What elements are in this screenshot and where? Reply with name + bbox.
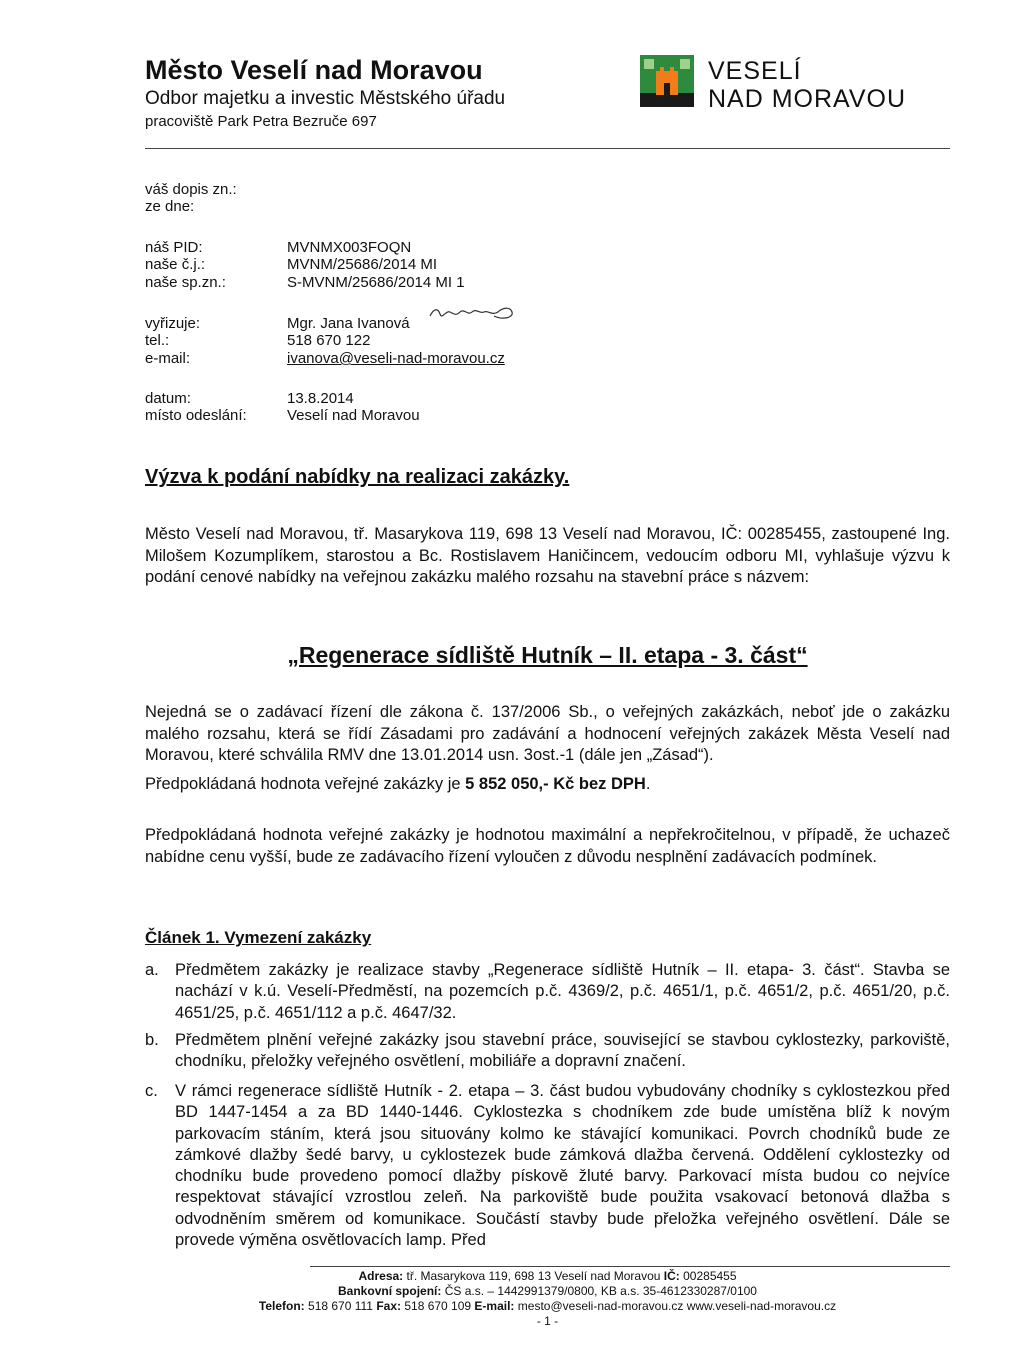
contract-title: „Regenerace sídliště Hutník – II. etapa - 3. část“ xyxy=(287,642,808,668)
footer-web-link[interactable]: www.veseli-nad-moravou.cz xyxy=(686,1299,837,1313)
list-item-text: Předmětem plnění veřejné zakázky jsou stavební práce, související se stavbou cyklostezky, parkoviště, chodníku, přeložky veřejného osvětlení, mobiliáře a dopravní značení. xyxy=(175,1031,950,1071)
footer-bank: ČS a.s. – 1442991379/0800, KB a.s. 35-4612330287/0100 xyxy=(444,1284,757,1298)
list-item-letter: b. xyxy=(145,1031,159,1049)
our-ref-label: naše č.j.: xyxy=(145,256,206,273)
date-label: datum: xyxy=(145,390,191,407)
handler-value: Mgr. Jana Ivanová xyxy=(287,315,410,332)
footer-divider xyxy=(310,1266,950,1267)
footer-email-label: E-mail: xyxy=(474,1299,515,1313)
footer-address-label: Adresa: xyxy=(358,1269,404,1283)
estimated-value-suffix: . xyxy=(645,775,651,793)
logo-line-1: VESELÍ xyxy=(708,57,802,85)
our-pid-label: náš PID: xyxy=(145,239,203,256)
email-label: e-mail: xyxy=(145,350,191,367)
logo-line-2: NAD MORAVOU xyxy=(708,85,907,113)
place-label: místo odeslání: xyxy=(145,407,247,424)
footer-email-link[interactable]: mesto@veseli-nad-moravou.cz xyxy=(517,1299,684,1313)
date-from-label: ze dne: xyxy=(145,198,195,215)
our-file-label: naše sp.zn.: xyxy=(145,274,226,291)
footer-ic-label: IČ: xyxy=(663,1269,680,1283)
our-ref-value: MVNM/25686/2014 MI xyxy=(287,256,438,273)
handwritten-signature xyxy=(428,302,516,324)
article-1-heading: Článek 1. Vymezení zakázky xyxy=(145,928,372,947)
handler-label: vyřizuje: xyxy=(145,315,201,332)
our-pid-value: MVNMX003FOQN xyxy=(287,239,412,256)
organization-name: Město Veselí nad Moravou xyxy=(145,55,483,85)
footer-phone-label: Telefon: xyxy=(258,1299,305,1313)
tel-label: tel.: xyxy=(145,332,170,349)
footer-bank-line xyxy=(145,1284,950,1299)
place-value: Veselí nad Moravou xyxy=(287,407,420,424)
list-item-text: Předmětem zakázky je realizace stavby „Regenerace sídliště Hutník – II. etapa- 3. část“. Stavba se nachází v k.ú. Veselí-Předměstí, na pozemcích p.č. 4369/2, p.č. 4651/1, p.č. 4651/2, p.č. 4651/20, p.č. 4651/25, p.č. 4651/112 a p.č. 4647/32. xyxy=(175,961,950,1022)
email-link[interactable]: ivanova@veseli-nad-moravou.cz xyxy=(287,350,505,367)
estimated-value-amount: 5 852 050,- Kč bez DPH xyxy=(465,775,646,793)
procurement-paragraph: Nejedná se o zadávací řízení dle zákona č. 137/2006 Sb., o veřejných zakázkách, neboť jde o zakázku malého rozsahu, která se řídí Zásadami pro zadávání a hodnocení veřejných zakázek Města Veselí nad Moravou, které schválila RMV dne 13.01.2014 usn. 3ost.-1 (dále jen „Zásad“). xyxy=(145,703,950,764)
estimated-value-line xyxy=(145,774,950,796)
document-heading: Výzva k podání nabídky na realizaci zakázky. xyxy=(145,466,570,488)
footer-fax-label: Fax: xyxy=(376,1299,401,1313)
max-value-paragraph: Předpokládaná hodnota veřejné zakázky je hodnotou maximální a nepřekročitelnou, v případě, že uchazeč nabídne cenu vyšší, bude ze zadávacího řízení vyloučen z důvodu nesplnění zadávacích podmínek. xyxy=(145,826,950,866)
footer-address-line xyxy=(145,1269,950,1284)
date-value: 13.8.2014 xyxy=(287,390,354,407)
office-address: pracoviště Park Petra Bezruče 697 xyxy=(145,113,377,130)
estimated-value-prefix: Předpokládaná hodnota veřejné zakázky je xyxy=(145,775,466,793)
footer-bank-label: Bankovní spojení: xyxy=(338,1284,442,1298)
list-item-letter: a. xyxy=(145,961,159,979)
footer-contact-line xyxy=(145,1299,950,1314)
department-name: Odbor majetku a investic Městského úřadu xyxy=(145,88,506,109)
city-logo xyxy=(640,55,694,107)
footer-address: tř. Masarykova 119, 698 13 Veselí nad Moravou xyxy=(406,1269,661,1283)
intro-paragraph: Město Veselí nad Moravou, tř. Masarykova 119, 698 13 Veselí nad Moravou, IČ: 00285455, zastoupené Ing. Milošem Kozumplíkem, starostou a Bc. Rostislavem Haničincem, vedoucím odboru MI, vyhlašuje výzvu k podání cenové nabídky na veřejnou zakázku malého rozsahu na stavební práce s názvem: xyxy=(145,525,950,586)
footer-ic: 00285455 xyxy=(683,1269,737,1283)
logo-wordmark xyxy=(708,57,906,113)
footer-fax: 518 670 109 xyxy=(404,1299,472,1313)
list-item-text: V rámci regenerace sídliště Hutník - 2. etapa – 3. část budou vybudovány chodníky s cyklostezkou před BD 1447-1454 a za BD 1440-1446. Cyklostezka s chodníkem zde bude umístěna blíž k novým parkovacím stáním, která jsou situovány kolmo ke stávající komunikaci. Povrch chodníků bude ze zámkové dlažby šedé barvy, u cyklostezek bude zámková dlažba červená. Oddělení cyklostezky od chodníku bude provedeno pomocí dlažby pískově žluté barvy. Parkovací místa budou co nejvíce respektovat stávající vzrostlou zeleň. Na parkoviště bude použita vsakovací betonová dlažba s odvodněním směrem od komunikace. Součástí stavby bude přeložka veřejného osvětlení. Dále se provede výměna osvětlovacích lamp. Před xyxy=(175,1082,950,1250)
footer-phone: 518 670 111 xyxy=(308,1299,373,1313)
header-divider xyxy=(145,148,950,149)
tel-value: 518 670 122 xyxy=(287,332,371,349)
page-number: - 1 - xyxy=(536,1314,559,1328)
your-letter-label: váš dopis zn.: xyxy=(145,181,237,198)
our-file-value: S-MVNM/25686/2014 MI 1 xyxy=(287,274,465,291)
list-item-letter: c. xyxy=(145,1082,158,1100)
